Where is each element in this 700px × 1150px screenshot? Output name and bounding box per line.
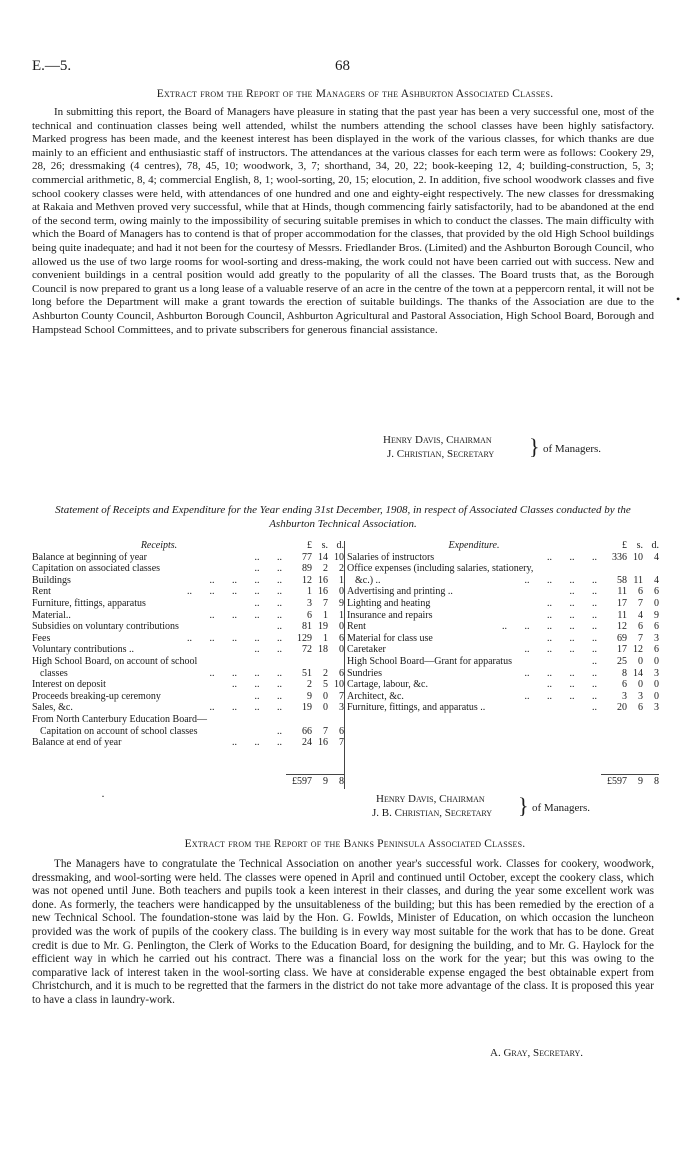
expenditure-label-text: High School Board—Grant for apparatus: [347, 655, 512, 667]
receipts-shillings: 7: [323, 725, 328, 737]
receipts-heading: Receipts.: [140, 540, 178, 551]
expenditure-amount: [601, 552, 659, 564]
receipts-label: [32, 691, 284, 703]
expenditure-row: [347, 610, 659, 622]
banks-report-body: The Managers have to congratulate the Technical Association on another year's successful work. Classes for cookery, woodwork, dressmaking, and wool-sorting were held. The classes were opened in April and continued until October, except the cookery class, which was not opened until June. Both teachers and pupils took a keen interest in their classes, and during the year some excellent work was done. As formerly, the teachers were handicapped by the unsuitableness of the building; but this has been remedied by the erection of a new Technical School. The foundation-stone was laid by the Hon. G. Fowlds, Minister of Education, on which occasion the luncheon provided was the work of pupils of the cookery class. The building is in every way most suitable for the work that has to be done. Great credit is due to Mr. G. Penlington, the Clerk of Works to the Education Board, for designing the building, and to Mr. G. Haylock for the efficient way in which he carried out his contract. There was a financial loss on the work for the year; but this was owing to the comparative lack of interest taken in the wool-sorting class. We have at considerable expense engaged the best obtainable expert from Christchurch, and it is much to be regretted that the farmers in the district do not take more advantage of the class. It is proposed this year to have a class in laundry-work.: [32, 858, 654, 1006]
expenditure-pounds: 3: [622, 690, 627, 702]
receipts-pence: 7: [339, 737, 344, 749]
receipts-shillings: 0: [323, 702, 328, 714]
expenditure-label: [355, 575, 599, 587]
receipts-pounds: 129: [297, 632, 312, 644]
receipts-amount: [286, 737, 344, 749]
receipts-label: [32, 714, 284, 726]
expenditure-shillings: 11: [633, 574, 643, 586]
expenditure-total-rule: [601, 774, 659, 775]
receipts-label: [32, 575, 284, 587]
receipts-leader-dots: .. .. .. ..: [209, 702, 282, 714]
receipts-shillings: 0: [323, 690, 328, 702]
pence-unit: d.: [651, 540, 659, 551]
receipts-leader-dots: .. ..: [254, 551, 282, 563]
expenditure-label-text: Cartage, labour, &c.: [347, 679, 428, 691]
receipts-shillings: 1: [323, 609, 328, 621]
receipts-amount: [286, 621, 344, 633]
receipts-pence: 9: [339, 597, 344, 609]
receipts-row: [32, 598, 344, 610]
expenditure-label: [347, 656, 599, 668]
receipts-row: [32, 679, 344, 691]
receipts-label-text: Balance at end of year: [32, 737, 122, 749]
receipts-pounds: 19: [302, 702, 312, 714]
receipts-amount: [286, 552, 344, 564]
receipts-pence: 7: [339, 690, 344, 702]
pounds-unit: £: [307, 540, 312, 551]
secretary-signature: J. Christian, Secretary: [387, 448, 495, 460]
expenditure-leader-dots: ..: [592, 655, 597, 667]
expenditure-amount: [601, 621, 659, 633]
expenditure-leader-dots: .. .. .. ..: [524, 644, 597, 656]
expenditure-label: [347, 679, 599, 691]
receipts-label: [40, 726, 284, 738]
expenditure-shillings: 0: [638, 655, 643, 667]
ashburton-signature: [383, 433, 673, 463]
receipts-leader-dots: .. .. .. ..: [209, 667, 282, 679]
expenditure-shillings: 6: [638, 586, 643, 598]
receipts-label-text: Voluntary contributions ..: [32, 644, 135, 656]
expenditure-label-text: &c.) ..: [355, 574, 381, 586]
receipts-row: [32, 586, 344, 598]
receipts-label: [32, 737, 284, 749]
receipts-pounds: 81: [302, 621, 312, 633]
receipts-leader-dots: .. ..: [254, 690, 282, 702]
receipts-leader-dots: .. .. ..: [232, 737, 282, 749]
receipts-leader-dots: .. ..: [254, 644, 282, 656]
page-number: 68: [335, 58, 350, 74]
receipts-label: [32, 633, 284, 645]
expenditure-pounds: 58: [617, 574, 627, 586]
expenditure-pounds: 8: [622, 667, 627, 679]
secretary-signature: J. B. Christian, Secretary: [372, 807, 493, 819]
receipts-pounds: 6: [307, 609, 312, 621]
receipts-pence: 0: [339, 586, 344, 598]
receipts-pence: 6: [339, 725, 344, 737]
expenditure-label-text: Material for class use: [347, 632, 433, 644]
receipts-amount: [286, 610, 344, 622]
receipts-amount: [286, 691, 344, 703]
document-reference: E.—5.: [32, 58, 72, 74]
expenditure-pence: 4: [654, 551, 659, 563]
banks-report-title: Extract from the Report of the Banks Peninsula Associated Classes.: [184, 838, 526, 850]
expenditure-row: [347, 598, 659, 610]
receipts-label-text: Rent: [32, 586, 51, 598]
expenditure-column: [347, 540, 659, 714]
expenditure-leader-dots: .. .. ..: [547, 632, 597, 644]
printer-mark: ·: [101, 789, 105, 803]
receipts-total-shillings: 9: [323, 776, 328, 787]
receipts-heading-row: [32, 540, 344, 552]
receipts-label: [32, 702, 284, 714]
receipts-amount: [286, 702, 344, 714]
receipts-amount: [286, 726, 344, 738]
receipts-row: [32, 621, 344, 633]
receipts-label: [32, 586, 284, 598]
expenditure-pence: 3: [654, 667, 659, 679]
receipts-pounds: 51: [302, 667, 312, 679]
expenditure-shillings: 7: [638, 597, 643, 609]
receipts-label: [32, 598, 284, 610]
receipts-label-text: Subsidies on voluntary contributions: [32, 621, 179, 633]
expenditure-leader-dots: .. .. ..: [547, 679, 597, 691]
receipts-leader-dots: ..: [277, 725, 282, 737]
ashburton-report-title: Extract from the Report of the Managers of the Ashburton Associated Classes.: [156, 88, 554, 100]
receipts-pence: 0: [339, 621, 344, 633]
expenditure-pounds: 12: [617, 621, 627, 633]
receipts-shillings: 16: [318, 574, 328, 586]
receipts-label: [32, 610, 284, 622]
receipts-leader-dots: .. ..: [254, 597, 282, 609]
receipts-shillings: 2: [323, 667, 328, 679]
expenditure-heading: Expenditure.: [448, 540, 500, 551]
receipts-shillings: 2: [323, 563, 328, 575]
expenditure-row: [347, 656, 659, 668]
receipts-shillings: 5: [323, 679, 328, 691]
expenditure-pounds: 20: [617, 702, 627, 714]
receipts-shillings: 14: [318, 551, 328, 563]
receipts-leader-dots: .. ..: [254, 563, 282, 575]
receipts-total-pence: 8: [339, 776, 344, 787]
receipts-pence: 6: [339, 667, 344, 679]
receipts-total-rule: [286, 774, 344, 775]
receipts-label-text: Furniture, fittings, apparatus: [32, 597, 146, 609]
expenditure-leader-dots: .. .. .. ..: [524, 667, 597, 679]
expenditure-shillings: 12: [633, 644, 643, 656]
expenditure-pounds: 25: [617, 655, 627, 667]
expenditure-row: [347, 575, 659, 587]
chairman-signature: Henry Davis, Chairman: [383, 434, 492, 446]
receipts-total: [286, 776, 346, 788]
receipts-amount: [286, 644, 344, 656]
receipts-row: [32, 714, 344, 726]
statement-title: Statement of Receipts and Expenditure for the Year ending 31st December, 1908, in respect of Associated Classes conducted by the Ashburton Technical Association.: [55, 504, 631, 530]
expenditure-amount: [601, 633, 659, 645]
shillings-unit: s.: [636, 540, 643, 551]
secretary-signature: A. Gray, Secretary.: [490, 1047, 584, 1059]
expenditure-amount: [601, 644, 659, 656]
pounds-unit: £: [622, 540, 627, 551]
expenditure-total-pounds: £597: [607, 776, 627, 787]
expenditure-shillings: 14: [633, 667, 643, 679]
expenditure-pounds: 11: [617, 586, 627, 598]
receipts-amount: [286, 586, 344, 598]
expenditure-label: [347, 586, 599, 598]
receipts-label: [32, 552, 284, 564]
expenditure-leader-dots: .. .. .. ..: [524, 574, 597, 586]
receipts-pence: 0: [339, 644, 344, 656]
expenditure-label: [347, 610, 599, 622]
receipts-row: [32, 668, 344, 680]
receipts-units: [286, 540, 344, 552]
receipts-label-text: Sales, &c.: [32, 702, 73, 714]
receipts-pounds: 12: [302, 574, 312, 586]
expenditure-pence: 0: [654, 597, 659, 609]
expenditure-leader-dots: .. ..: [569, 586, 597, 598]
printer-mark: •: [676, 292, 681, 306]
receipts-shillings: 16: [318, 737, 328, 749]
expenditure-row: [347, 633, 659, 645]
expenditure-units: [601, 540, 659, 552]
receipts-pounds: 9: [307, 690, 312, 702]
expenditure-pounds: 6: [622, 679, 627, 691]
statement-signature: [372, 792, 662, 822]
receipts-row: [32, 575, 344, 587]
expenditure-total-shillings: 9: [638, 776, 643, 787]
expenditure-leader-dots: .. .. ..: [547, 597, 597, 609]
expenditure-label: [347, 691, 599, 703]
expenditure-row: [347, 586, 659, 598]
receipts-leader-dots: ..: [277, 621, 282, 633]
receipts-pence: 3: [339, 702, 344, 714]
expenditure-pence: 0: [654, 655, 659, 667]
expenditure-label-text: Salaries of instructors: [347, 551, 435, 563]
expenditure-label-text: Caretaker: [347, 644, 386, 656]
ashburton-report-body: In submitting this report, the Board of Managers have pleasure in stating that the past year has been a very successful one, most of the technical and continuation classes being well attended, whilst the numbers attending the school classes have been highly satisfactory. Marked progress has been made, and the keenest interest has been displayed in the work of the various classes, for which thanks are due mainly to an efficient and enthusiastic staff of instructors. The attendances at the various classes for each term were as follows: Cookery 29, 28, 26; dressmaking (4 centres), 78, 45, 10; woodwork, 3, 7; shorthand, 34, 20, 22; book-keeping 12, 4; building-construction, 5, 3; commercial arithmetic, 8, 4; commercial English, 8, 1; wool-sorting, 20, 15; elocution, 2. In addition, five school woodwork classes and five school cookery classes were held, with attendances of one hundred and one and eighty-eight respectively. The new classes for dressmaking at Rakaia and Methven proved very successful, while that at Hinds, though commencing fairly satisfactorily, had to be abandoned at the end of the second term, owing mainly to the impossibility of securing suitable premises in which to conduct the classes. The main difficulty with which the Board of Managers has to contend is that of proper accommodation for the classes, that provided by the old High School buildings being quite inadequate; and had it not been for the courtesy of Messrs. Friedlander Bros. (Limited) and the Ashburton Borough Council, who allowed us the use of two large rooms for wool-sorting and dress-making, the work could not have been carried out with success. New and convenient buildings in a central position would add greatly to the popularity of all the classes. The Board trusts that, as the Borough Council is now prepared to grant us a long lease of a valuable reserve of an acre in the centre of the town at a peppercorn rental, it will not be long before the Department will make a grant towards the erection of suitable buildings. The thanks of the Association are due to the Ashburton County Council, Ashburton Borough Council, Ashburton Agricultural and Pastoral Association, High School Board, Borough and Hampstead School Committees, and to private subscribers for generous financial assistance.: [32, 106, 654, 336]
expenditure-total: [601, 776, 661, 788]
expenditure-shillings: 4: [638, 609, 643, 621]
signature-bracket: }: [518, 793, 529, 818]
receipts-label-text: Fees: [32, 632, 51, 644]
receipts-shillings: 19: [318, 621, 328, 633]
receipts-pence: 1: [339, 574, 344, 586]
banks-signature: [490, 1046, 583, 1060]
receipts-pounds: 1: [307, 586, 312, 598]
receipts-pence: 6: [339, 632, 344, 644]
expenditure-pence: 6: [654, 586, 659, 598]
shillings-unit: s.: [321, 540, 328, 551]
receipts-pounds: 2: [307, 679, 312, 691]
receipts-pence: 10: [334, 551, 344, 563]
receipts-pounds: 3: [307, 597, 312, 609]
receipts-shillings: 16: [318, 586, 328, 598]
receipts-row: [32, 552, 344, 564]
column-divider: [344, 541, 345, 789]
receipts-label-text: High School Board, on account of school: [32, 655, 198, 667]
expenditure-pence: 4: [654, 574, 659, 586]
receipts-row: [32, 737, 344, 749]
expenditure-leader-dots: .. .. .. .. ..: [502, 621, 597, 633]
receipts-label-text: From North Canterbury Education Board—: [32, 713, 207, 725]
expenditure-label-text: Architect, &c.: [347, 690, 404, 702]
receipts-label-text: Capitation on account of school classes: [40, 725, 198, 737]
receipts-amount: [286, 633, 344, 645]
expenditure-row: [347, 644, 659, 656]
receipts-amount: [286, 575, 344, 587]
expenditure-label: [347, 633, 599, 645]
expenditure-label-text: Sundries: [347, 667, 382, 679]
expenditure-pence: 3: [654, 632, 659, 644]
receipts-total-pounds: £597: [292, 776, 312, 787]
expenditure-leader-dots: ..: [592, 702, 597, 714]
expenditure-heading-row: [347, 540, 659, 552]
receipts-row: [32, 563, 344, 575]
receipts-leader-dots: .. .. .. .. ..: [187, 586, 282, 598]
expenditure-row: [347, 552, 659, 564]
receipts-row: [32, 656, 344, 668]
expenditure-leader-dots: .. .. .. ..: [524, 690, 597, 702]
expenditure-amount: [601, 575, 659, 587]
receipts-label-text: Material..: [32, 609, 71, 621]
receipts-amount: [286, 563, 344, 575]
pence-unit: d.: [336, 540, 344, 551]
expenditure-pence: 0: [654, 679, 659, 691]
expenditure-label: [347, 668, 599, 680]
expenditure-pence: 6: [654, 621, 659, 633]
expenditure-label: [347, 563, 599, 575]
receipts-label-text: Capitation on associated classes: [32, 563, 161, 575]
receipts-label-text: classes: [40, 667, 68, 679]
expenditure-label: [347, 702, 599, 714]
receipts-column: [32, 540, 344, 749]
expenditure-row: [347, 621, 659, 633]
receipts-pounds: 66: [302, 725, 312, 737]
expenditure-label: [347, 621, 599, 633]
expenditure-amount: [601, 702, 659, 714]
expenditure-amount: [601, 668, 659, 680]
expenditure-amount: [601, 679, 659, 691]
expenditure-leader-dots: .. .. ..: [547, 551, 597, 563]
expenditure-label-text: Lighting and heating: [347, 597, 431, 609]
expenditure-shillings: 7: [638, 632, 643, 644]
expenditure-row: [347, 679, 659, 691]
receipts-row: [32, 610, 344, 622]
receipts-amount: [286, 679, 344, 691]
receipts-label: [40, 668, 284, 680]
expenditure-pence: 3: [654, 702, 659, 714]
expenditure-pence: 9: [654, 609, 659, 621]
expenditure-pence: 6: [654, 644, 659, 656]
expenditure-row: [347, 668, 659, 680]
expenditure-row: [347, 563, 659, 575]
receipts-amount: [286, 598, 344, 610]
receipts-shillings: 7: [323, 597, 328, 609]
receipts-label: [32, 563, 284, 575]
receipts-leader-dots: .. .. ..: [232, 679, 282, 691]
receipts-pounds: 77: [302, 551, 312, 563]
signature-role: of Managers.: [543, 443, 602, 455]
expenditure-label-text: Advertising and printing ..: [347, 586, 453, 598]
expenditure-pence: 0: [654, 690, 659, 702]
expenditure-shillings: 0: [638, 679, 643, 691]
receipts-row: [32, 726, 344, 738]
expenditure-amount: [601, 586, 659, 598]
receipts-row: [32, 691, 344, 703]
receipts-label: [32, 679, 284, 691]
expenditure-shillings: 6: [638, 702, 643, 714]
expenditure-leader-dots: .. .. ..: [547, 609, 597, 621]
receipts-amount: [286, 668, 344, 680]
signature-bracket: }: [529, 434, 540, 459]
expenditure-shillings: 10: [633, 551, 643, 563]
expenditure-row: [347, 702, 659, 714]
expenditure-label-text: Rent: [347, 621, 366, 633]
expenditure-label: [347, 552, 599, 564]
receipts-pence: 2: [339, 563, 344, 575]
receipts-pence: 10: [334, 679, 344, 691]
receipts-label: [32, 656, 284, 668]
receipts-row: [32, 633, 344, 645]
receipts-pounds: 24: [302, 737, 312, 749]
expenditure-shillings: 6: [638, 621, 643, 633]
expenditure-amount: [601, 610, 659, 622]
receipts-pounds: 89: [302, 563, 312, 575]
receipts-row: [32, 702, 344, 714]
expenditure-pounds: 336: [612, 551, 627, 563]
receipts-label-text: Proceeds breaking-up ceremony: [32, 690, 161, 702]
receipts-label-text: Buildings: [32, 574, 71, 586]
expenditure-label: [347, 644, 599, 656]
receipts-label-text: Interest on deposit: [32, 679, 106, 691]
expenditure-amount: [601, 656, 659, 668]
expenditure-total-pence: 8: [654, 776, 659, 787]
expenditure-pounds: 17: [617, 597, 627, 609]
receipts-leader-dots: .. .. .. ..: [209, 574, 282, 586]
expenditure-shillings: 3: [638, 690, 643, 702]
expenditure-row: [347, 691, 659, 703]
expenditure-pounds: 11: [617, 609, 627, 621]
expenditure-label-text: Furniture, fittings, and apparatus ..: [347, 702, 486, 714]
chairman-signature: Henry Davis, Chairman: [376, 793, 485, 805]
expenditure-label-text: Insurance and repairs: [347, 609, 433, 621]
expenditure-amount: [601, 598, 659, 610]
receipts-row: [32, 644, 344, 656]
expenditure-label-text: Office expenses (including salaries, stationery,: [347, 563, 534, 575]
receipts-shillings: 18: [318, 644, 328, 656]
signature-role: of Managers.: [532, 802, 591, 814]
receipts-pounds: 72: [302, 644, 312, 656]
receipts-leader-dots: .. .. .. .. ..: [187, 632, 282, 644]
receipts-label: [32, 644, 284, 656]
receipts-label: [32, 621, 284, 633]
expenditure-pounds: 69: [617, 632, 627, 644]
receipts-shillings: 1: [323, 632, 328, 644]
receipts-leader-dots: .. .. .. ..: [209, 609, 282, 621]
expenditure-label: [347, 598, 599, 610]
expenditure-amount: [601, 691, 659, 703]
receipts-pence: 1: [339, 609, 344, 621]
receipts-label-text: Balance at beginning of year: [32, 551, 147, 563]
expenditure-pounds: 17: [617, 644, 627, 656]
